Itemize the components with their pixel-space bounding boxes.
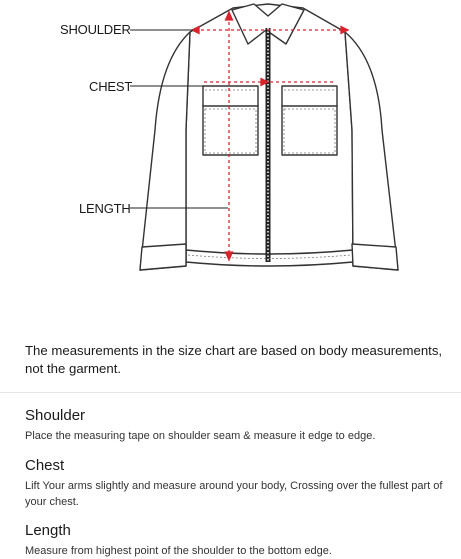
measurement-title: Shoulder [25, 407, 86, 424]
left-pocket-flap [203, 86, 258, 106]
measurement-item-chest [25, 457, 445, 510]
measurement-description: Lift Your arms slightly and measure around your body, Crossing over the fullest part of your chest. [25, 480, 443, 508]
right-sleeve [345, 32, 398, 270]
section-divider [0, 392, 461, 393]
chest-label: CHEST [89, 79, 133, 94]
left-cuff [140, 244, 186, 270]
measurement-title: Chest [25, 457, 65, 474]
right-pocket-flap [282, 86, 337, 106]
measurement-item-length [25, 522, 445, 559]
right-cuff [352, 244, 398, 270]
measurement-item-shoulder [25, 407, 445, 444]
measurement-description: Measure from highest point of the shoulder to the bottom edge. [25, 545, 332, 557]
shoulder-label: SHOULDER [60, 22, 131, 37]
measurement-title: Length [25, 522, 71, 539]
left-pocket [203, 105, 258, 155]
right-pocket [282, 105, 337, 155]
left-sleeve [140, 32, 190, 270]
length-label: LENGTH [79, 201, 131, 216]
measurement-description: Place the measuring tape on shoulder seam & measure it edge to edge. [25, 430, 376, 442]
body-measurement-note: The measurements in the size chart are based on body measurements, not the garment. [25, 343, 443, 376]
